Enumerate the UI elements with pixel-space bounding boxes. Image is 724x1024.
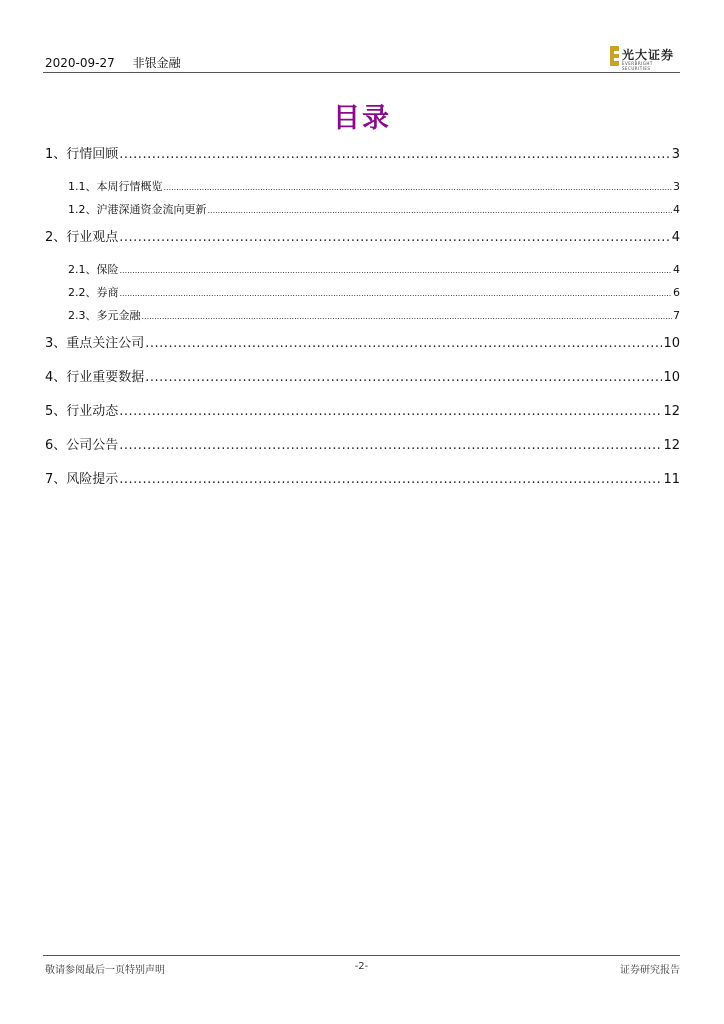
footer-disclaimer: 敬请参阅最后一页特别声明	[45, 965, 165, 976]
toc-entry[interactable]	[43, 466, 680, 500]
toc-leader-dots	[119, 141, 670, 169]
toc-entry-label: 1.1、本周行情概览	[68, 180, 163, 193]
toc-leader-dots	[120, 282, 673, 305]
toc-entry-page: 4	[673, 263, 680, 276]
report-date: 2020-09-27	[45, 56, 115, 70]
toc-entry-label: 2.3、多元金融	[68, 309, 141, 322]
table-of-contents	[43, 141, 680, 500]
toc-entry-page: 11	[663, 472, 680, 487]
toc-entry[interactable]	[43, 398, 680, 432]
toc-leader-dots	[142, 305, 673, 328]
toc-leader-dots	[120, 259, 673, 282]
logo-text-cn: 光大证券	[622, 48, 675, 62]
toc-entry-page: 10	[663, 336, 680, 351]
toc-entry-label: 3、重点关注公司	[45, 336, 145, 351]
toc-entry[interactable]	[43, 175, 680, 198]
sector-name: 非银金融	[132, 56, 181, 70]
toc-entry-label: 6、公司公告	[45, 438, 119, 453]
toc-entry[interactable]	[43, 141, 680, 175]
toc-entry-label: 2.2、券商	[68, 286, 119, 299]
toc-title: 目录	[333, 103, 391, 134]
footer-report-type: 证券研究报告	[620, 965, 680, 976]
toc-leader-dots	[164, 176, 673, 199]
toc-entry[interactable]	[43, 224, 680, 258]
toc-entry[interactable]	[43, 258, 680, 281]
logo-mark-icon	[610, 46, 619, 66]
toc-entry[interactable]	[43, 432, 680, 466]
toc-leader-dots	[208, 199, 673, 222]
toc-entry-page: 10	[663, 370, 680, 385]
toc-entry[interactable]	[43, 304, 680, 327]
toc-leader-dots	[119, 398, 662, 426]
toc-entry-page: 4	[671, 230, 680, 245]
toc-entry-page: 3	[671, 147, 680, 162]
toc-entry[interactable]	[43, 364, 680, 398]
toc-entry-page: 6	[673, 286, 680, 299]
toc-entry-label: 1.2、沪港深通资金流向更新	[68, 203, 207, 216]
toc-leader-dots	[119, 432, 662, 460]
toc-leader-dots	[145, 330, 662, 358]
page-footer	[43, 955, 680, 976]
toc-entry[interactable]	[43, 330, 680, 364]
toc-entry-page: 12	[663, 438, 680, 453]
header-info	[45, 54, 181, 71]
toc-entry-page: 3	[673, 180, 680, 193]
page-header	[43, 50, 680, 73]
toc-entry-label: 4、行业重要数据	[45, 370, 145, 385]
toc-entry-label: 5、行业动态	[45, 404, 119, 419]
toc-leader-dots	[119, 224, 670, 252]
toc-entry-label: 2.1、保险	[68, 263, 119, 276]
toc-entry-page: 4	[673, 203, 680, 216]
logo-text-en: EVERBRIGHT SECURITIES	[622, 61, 653, 71]
toc-entry-page: 12	[663, 404, 680, 419]
toc-entry-label: 2、行业观点	[45, 230, 119, 245]
toc-entry-label: 7、风险提示	[45, 472, 119, 487]
toc-entry-label: 1、行情回顾	[45, 147, 119, 162]
toc-leader-dots	[145, 364, 662, 392]
everbright-logo	[596, 45, 680, 71]
toc-entry[interactable]	[43, 198, 680, 221]
toc-entry[interactable]	[43, 281, 680, 304]
toc-entry-page: 7	[673, 309, 680, 322]
toc-leader-dots	[119, 466, 662, 494]
footer-page-number: -2-	[354, 961, 369, 972]
